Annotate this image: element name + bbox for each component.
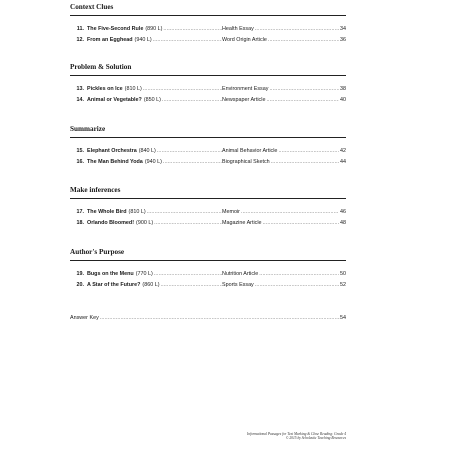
entry-title: Bugs on the Menu	[87, 271, 134, 277]
entry-genre: Newspaper Article	[222, 97, 266, 103]
entry-number: 11.	[76, 26, 84, 32]
leader-dots	[147, 207, 222, 218]
entry-title: Elephant Orchestra	[87, 148, 137, 154]
entry-page: 42	[340, 148, 346, 154]
entry-page: 46	[340, 209, 346, 215]
answer-key-entry[interactable]	[70, 313, 346, 324]
entry-page: 38	[340, 86, 346, 92]
entry-page: 50	[340, 271, 346, 277]
entry-lexile: (940 L)	[144, 159, 162, 165]
leader-dots	[157, 146, 222, 157]
section-make-inferences	[70, 186, 346, 229]
entry-genre: Memoir	[222, 209, 240, 215]
entry-number: 14.	[76, 97, 84, 103]
leader-dots	[268, 35, 339, 46]
entry-genre: Health Essay	[222, 26, 254, 32]
leader-dots	[143, 84, 222, 95]
leader-dots	[100, 313, 340, 324]
toc-entry[interactable]	[70, 157, 346, 168]
leader-dots	[255, 24, 339, 35]
toc-entry[interactable]	[70, 84, 346, 95]
answer-key-page: 54	[340, 315, 346, 321]
toc-entry[interactable]	[70, 35, 346, 46]
entry-lexile: (840 L)	[138, 148, 156, 154]
entry-page: 34	[340, 26, 346, 32]
answer-key-label: Answer Key	[70, 315, 99, 321]
toc-entry[interactable]	[70, 207, 346, 218]
entry-lexile: (890 L)	[145, 26, 163, 32]
section-problem-solution	[70, 63, 346, 106]
entry-genre: Sports Essay	[222, 282, 254, 288]
leader-dots	[266, 95, 339, 106]
entry-lexile: (810 L)	[124, 86, 142, 92]
section-summarize	[70, 125, 346, 168]
section-context-clues	[70, 3, 346, 46]
toc-entry[interactable]	[70, 24, 346, 35]
entry-number: 16.	[76, 159, 84, 165]
entry-lexile: (860 L)	[142, 282, 160, 288]
leader-dots	[162, 95, 222, 106]
entry-title: Pickles on Ice	[87, 86, 123, 92]
entry-genre: Environment Essay	[222, 86, 269, 92]
entry-genre: Animal Behavior Article	[222, 148, 278, 154]
leader-dots	[154, 269, 222, 280]
section-title: Summarize	[70, 125, 106, 133]
toc-entry[interactable]	[70, 269, 346, 280]
footer-copyright: © 2015 by Scholastic Teaching Resources	[285, 436, 346, 441]
entry-lexile: (900 L)	[136, 220, 154, 226]
entry-number: 17.	[76, 209, 84, 215]
leader-dots	[153, 35, 222, 46]
entry-lexile: (850 L)	[143, 97, 161, 103]
leader-dots	[255, 280, 339, 291]
entry-title: Orlando Bloomed!	[87, 220, 135, 226]
section-title: Problem & Solution	[70, 63, 132, 71]
entry-title: From an Egghead	[87, 37, 133, 43]
toc-entry[interactable]	[70, 280, 346, 291]
leader-dots	[154, 218, 222, 229]
leader-dots	[259, 269, 339, 280]
page-footer	[247, 432, 346, 441]
entry-page: 48	[340, 220, 346, 226]
entry-lexile: (770 L)	[135, 271, 153, 277]
section-title: Context Clues	[70, 3, 114, 11]
toc-entry[interactable]	[70, 146, 346, 157]
entry-number: 19.	[76, 271, 84, 277]
leader-dots	[263, 218, 339, 229]
leader-dots	[161, 280, 223, 291]
entry-title: The Five-Second Rule	[87, 26, 144, 32]
toc-entry[interactable]	[70, 95, 346, 106]
entry-number: 15.	[76, 148, 84, 154]
toc-entry[interactable]	[70, 218, 346, 229]
leader-dots	[278, 146, 339, 157]
leader-dots	[163, 157, 222, 168]
footer-book-title: Informational Passages for Text Marking & Close Reading: Grade 4	[247, 432, 346, 436]
entry-number: 20.	[76, 282, 84, 288]
leader-dots	[269, 84, 339, 95]
entry-genre: Biographical Sketch	[222, 159, 270, 165]
entry-title: The Man Behind Yoda	[87, 159, 143, 165]
entry-title: A Star of the Future?	[87, 282, 141, 288]
entry-page: 44	[340, 159, 346, 165]
entry-page: 36	[340, 37, 346, 43]
entry-title: The Whole Bird	[87, 209, 127, 215]
entry-number: 12.	[76, 37, 84, 43]
entry-title: Animal or Vegetable?	[87, 97, 142, 103]
leader-dots	[271, 157, 339, 168]
entry-number: 13.	[76, 86, 84, 92]
entry-lexile: (940 L)	[134, 37, 152, 43]
entry-genre: Magazine Article	[222, 220, 262, 226]
entry-genre: Nutrition Article	[222, 271, 259, 277]
leader-dots	[163, 24, 222, 35]
entry-genre: Word Origin Article	[222, 37, 267, 43]
entry-lexile: (810 L)	[128, 209, 146, 215]
section-title: Author's Purpose	[70, 248, 125, 256]
section-title: Make inferences	[70, 186, 121, 194]
entry-page: 52	[340, 282, 346, 288]
leader-dots	[241, 207, 339, 218]
entry-number: 18.	[76, 220, 84, 226]
section-authors-purpose	[70, 248, 346, 291]
entry-page: 40	[340, 97, 346, 103]
